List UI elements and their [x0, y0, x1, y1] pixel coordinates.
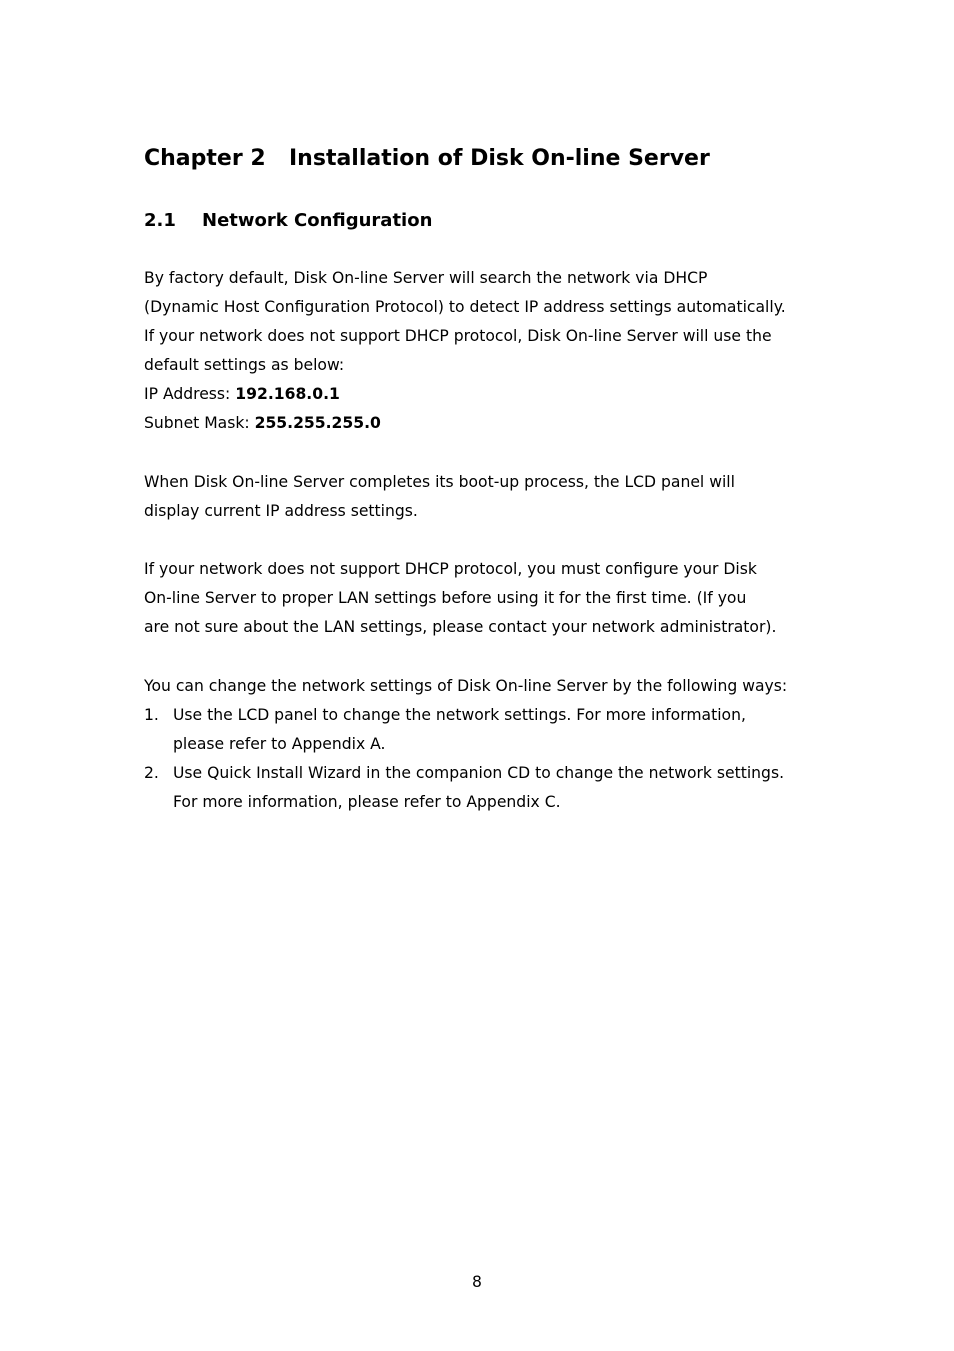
config-line: On-line Server to proper LAN settings before using it for the first time. (If you	[144, 589, 747, 608]
intro-line: default settings as below:	[144, 356, 345, 375]
config-line: If your network does not support DHCP protocol, you must configure your Disk	[144, 560, 757, 578]
list-item	[144, 759, 834, 817]
section-title: Network Configuration	[202, 210, 433, 231]
chapter-heading	[144, 144, 710, 174]
intro-line: By factory default, Disk On-line Server will search the network via DHCP	[144, 269, 708, 287]
ways-section	[144, 672, 834, 817]
ways-intro: You can change the network settings of Disk On-line Server by the following ways:	[144, 677, 788, 695]
subnet-mask-line	[144, 409, 834, 438]
list-item	[144, 701, 834, 759]
page-number: 8	[472, 1273, 482, 1291]
config-paragraph	[144, 555, 834, 642]
chapter-number: Chapter 2	[144, 146, 266, 171]
list-item-line: Use the LCD panel to change the network settings. For more information,	[173, 706, 746, 725]
subnet-mask-value: 255.255.255.0	[254, 414, 381, 433]
boot-line: display current IP address settings.	[144, 502, 418, 521]
list-item-line: For more information, please refer to Appendix C.	[173, 793, 561, 812]
chapter-title: Installation of Disk On-line Server	[289, 146, 710, 171]
section-heading	[144, 208, 432, 234]
intro-line: If your network does not support DHCP protocol, Disk On-line Server will use the	[144, 327, 772, 346]
list-marker: 1.	[144, 706, 159, 725]
list-item-line: please refer to Appendix A.	[173, 735, 386, 754]
ip-address-line	[144, 380, 834, 409]
subnet-mask-label: Subnet Mask:	[144, 414, 255, 433]
config-line: are not sure about the LAN settings, please contact your network administrator).	[144, 618, 777, 637]
intro-paragraph	[144, 264, 834, 439]
intro-line: (Dynamic Host Configuration Protocol) to detect IP address settings automatically.	[144, 298, 786, 317]
boot-paragraph	[144, 468, 834, 526]
boot-line: When Disk On-line Server completes its boot-up process, the LCD panel will	[144, 473, 735, 491]
list-marker: 2.	[144, 764, 159, 783]
ip-address-label: IP Address:	[144, 385, 236, 404]
list-item-line: Use Quick Install Wizard in the companion CD to change the network settings.	[173, 764, 785, 783]
section-number: 2.1	[144, 210, 176, 231]
ip-address-value: 192.168.0.1	[235, 385, 340, 404]
